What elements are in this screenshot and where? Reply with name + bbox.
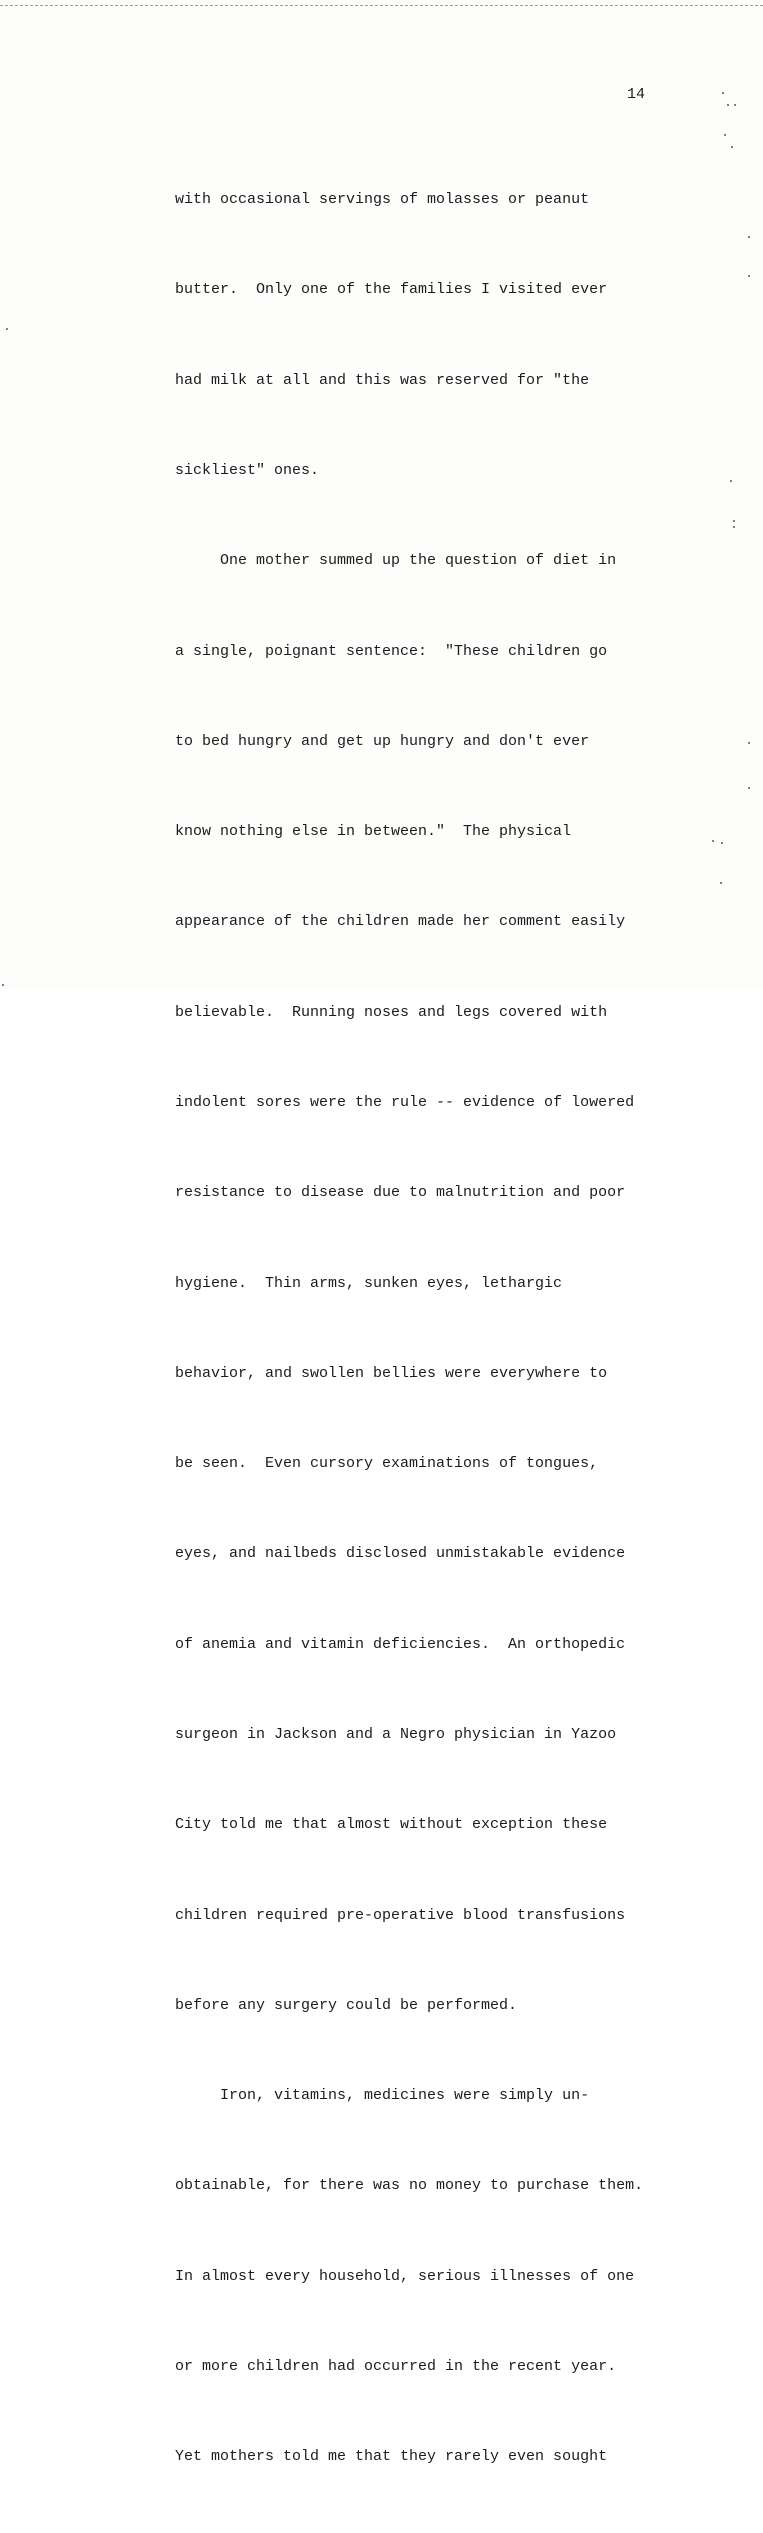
scan-speck [748,787,750,789]
text-line: to bed hungry and get up hungry and don't ever [175,732,590,750]
text-line: behavior, and swollen bellies were everywhere to [175,1364,608,1382]
scan-speck [720,882,722,884]
scan-speck [731,146,733,148]
text-line: with occasional servings of molasses or peanut [175,191,590,209]
text-line: resistance to disease due to malnutrition and poor [175,1184,626,1202]
page-number: 14 [627,86,646,103]
text-line: obtainable, for there was no money to purchase them. [175,2177,644,2195]
text-line: In almost every household, serious illnesses of one [175,2267,635,2285]
text-line: sickliest" ones. [175,462,320,480]
scan-speck [6,328,8,330]
text-line: a single, poignant sentence: "These children go [175,642,608,660]
scan-top-edge [0,5,763,8]
scan-speck [748,742,750,744]
text-line: had milk at all and this was reserved for "the [175,371,590,389]
text-line: believable. Running noses and legs covered with [175,1003,608,1021]
scan-speck [722,92,724,94]
text-line: be seen. Even cursory examinations of tongues, [175,1455,599,1473]
text-line: eyes, and nailbeds disclosed unmistakable evidence [175,1545,626,1563]
scan-speck [712,840,714,842]
scan-speck [734,104,736,106]
text-line: or more children had occurred in the recent year. [175,2357,617,2375]
scan-speck [721,842,723,844]
scan-speck [733,520,735,522]
text-line: children required pre-operative blood transfusions [175,1906,626,1924]
text-line: Yet mothers told me that they rarely even sought [175,2448,608,2466]
scan-speck [2,984,4,986]
scan-speck [733,526,735,528]
text-line: hygiene. Thin arms, sunken eyes, lethargic [175,1274,563,1292]
text-line: City told me that almost without exception these [175,1816,608,1834]
text-line: know nothing else in between." The physical [175,823,572,841]
text-line: surgeon in Jackson and a Negro physician in Yazoo [175,1725,617,1743]
text-line: before any surgery could be performed. [175,1996,518,2014]
scan-speck [730,480,732,482]
text-line: butter. Only one of the families I visited ever [175,281,608,299]
text-line: appearance of the children made her comment easily [175,913,626,931]
text-line: of anemia and vitamin deficiencies. An orthopedic [175,1635,626,1653]
scan-speck [724,134,726,136]
text-line: indolent sores were the rule -- evidence of lowered [175,1094,635,1111]
text-line: Iron, vitamins, medicines were simply un- [175,2087,590,2105]
text-line: One mother summed up the question of diet in [175,552,617,570]
scan-speck [748,275,750,277]
scan-speck [727,104,729,106]
body-text [175,125,655,2533]
scan-speck [748,236,750,238]
